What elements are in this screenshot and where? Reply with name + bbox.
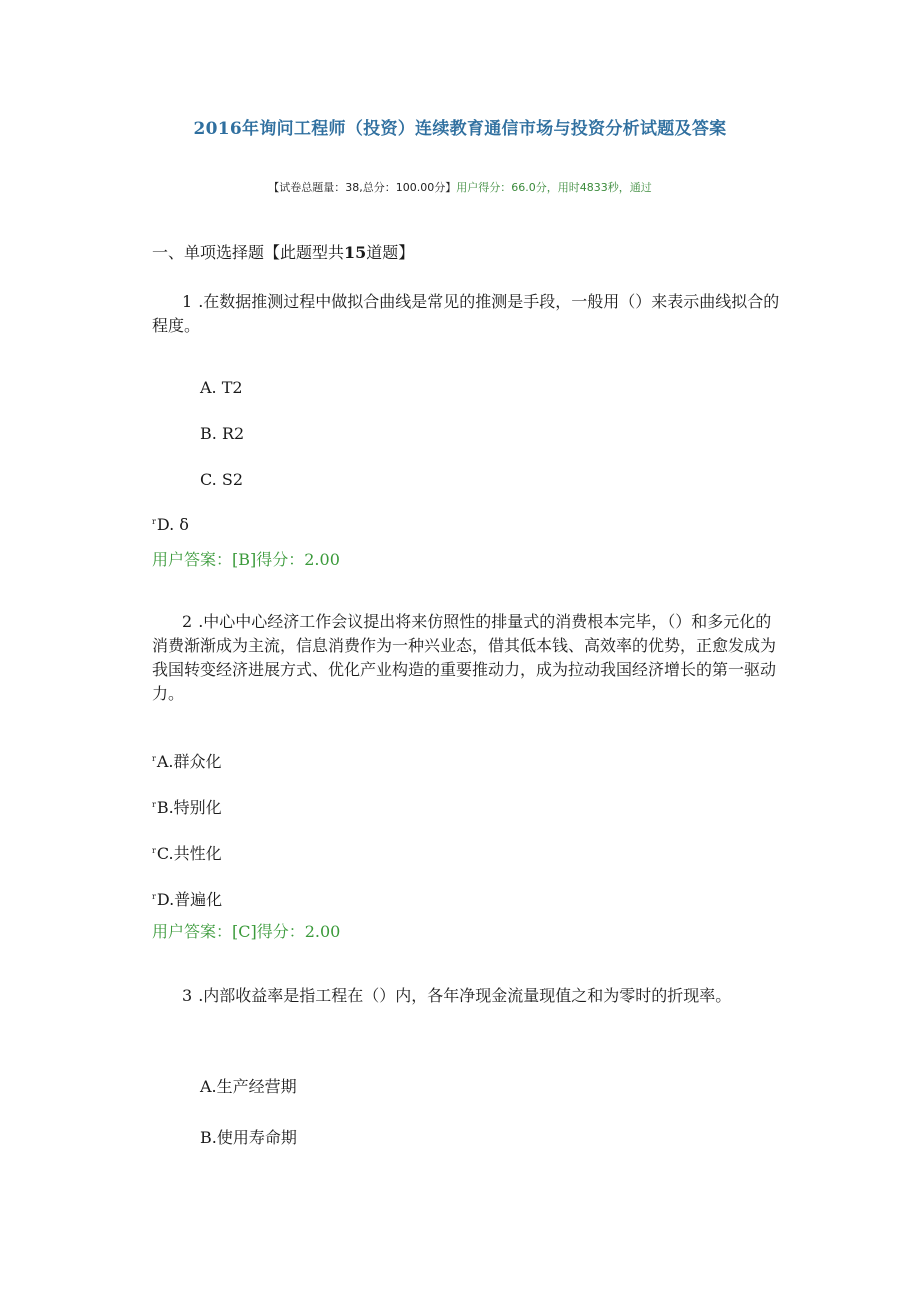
user-score: 用户得分：66.0分，用时4833秒，通过 bbox=[456, 181, 652, 194]
option-key: B. bbox=[200, 1128, 217, 1147]
question-text: .在数据推测过程中做拟合曲线是常见的推测是手段，一般用（）来表示曲线拟合的程度。 bbox=[152, 292, 780, 335]
q1-option-b[interactable] bbox=[200, 424, 244, 443]
q1-option-c[interactable] bbox=[200, 470, 243, 489]
question-number: 3 bbox=[182, 986, 193, 1005]
option-text: T2 bbox=[221, 378, 243, 397]
question-number: 1 bbox=[182, 292, 193, 311]
q2-user-answer: 用户答案：[C]得分：2.00 bbox=[152, 922, 341, 941]
section-heading bbox=[152, 240, 414, 263]
option-key: B. bbox=[156, 798, 174, 817]
radio-mark: r bbox=[152, 799, 156, 809]
q2-option-c[interactable] bbox=[152, 841, 222, 864]
q1-user-answer: 用户答案：[B]得分：2.00 bbox=[152, 550, 340, 569]
radio-mark: r bbox=[152, 845, 156, 855]
option-text: 普遍化 bbox=[174, 890, 223, 909]
question-text: .中心中心经济工作会议提出将来仿照性的排量式的消费根本完毕，（）和多元化的消费渐渐成为主流，信息消费作为一种兴业态，借其低本钱、高效率的优势，正愈发成为我国转变经济进展方式、优化产业构造的重要推动力，成为拉动我国经济增长的第一驱动力。 bbox=[152, 612, 777, 703]
question-text: .内部收益率是指工程在（）内，各年净现金流量现值之和为零时的折现率。 bbox=[198, 986, 732, 1005]
question-1 bbox=[152, 290, 782, 338]
option-text: 使用寿命期 bbox=[216, 1128, 297, 1147]
section-count: 15 bbox=[344, 243, 367, 262]
option-text: δ bbox=[179, 515, 189, 534]
option-key: A. bbox=[200, 378, 217, 397]
q2-option-a[interactable] bbox=[152, 749, 221, 772]
q3-option-b[interactable] bbox=[200, 1125, 297, 1148]
section-label: 一、单项选择题【此题型共 bbox=[152, 243, 345, 262]
exam-summary bbox=[0, 179, 920, 195]
option-text: 生产经营期 bbox=[216, 1077, 297, 1096]
q1-option-d[interactable] bbox=[152, 515, 189, 534]
option-key: A. bbox=[156, 752, 174, 771]
radio-mark: r bbox=[152, 891, 156, 901]
option-text: 群众化 bbox=[173, 752, 222, 771]
option-text: R2 bbox=[221, 424, 245, 443]
option-text: 共性化 bbox=[173, 844, 222, 863]
q1-option-a[interactable] bbox=[200, 378, 243, 397]
question-3 bbox=[152, 984, 782, 1008]
option-key: A. bbox=[200, 1077, 217, 1096]
radio-mark: r bbox=[152, 516, 156, 526]
q2-option-b[interactable] bbox=[152, 795, 222, 818]
option-key: C. bbox=[156, 844, 174, 863]
question-2 bbox=[152, 610, 782, 706]
option-text: S2 bbox=[221, 470, 243, 489]
question-number: 2 bbox=[182, 612, 193, 631]
option-text: 特别化 bbox=[173, 798, 222, 817]
radio-mark: r bbox=[152, 753, 156, 763]
option-key: D. bbox=[156, 515, 175, 534]
document-title: 2016年询问工程师（投资）连续教育通信市场与投资分析试题及答案 bbox=[193, 119, 727, 139]
option-key: C. bbox=[200, 470, 217, 489]
option-key: D. bbox=[156, 890, 175, 909]
section-suffix: 道题】 bbox=[366, 243, 415, 262]
option-key: B. bbox=[200, 424, 217, 443]
q3-option-a[interactable] bbox=[200, 1074, 297, 1097]
exam-stats: 【试卷总题量：38,总分：100.00分】 bbox=[268, 181, 457, 194]
q2-option-d[interactable] bbox=[152, 887, 222, 910]
